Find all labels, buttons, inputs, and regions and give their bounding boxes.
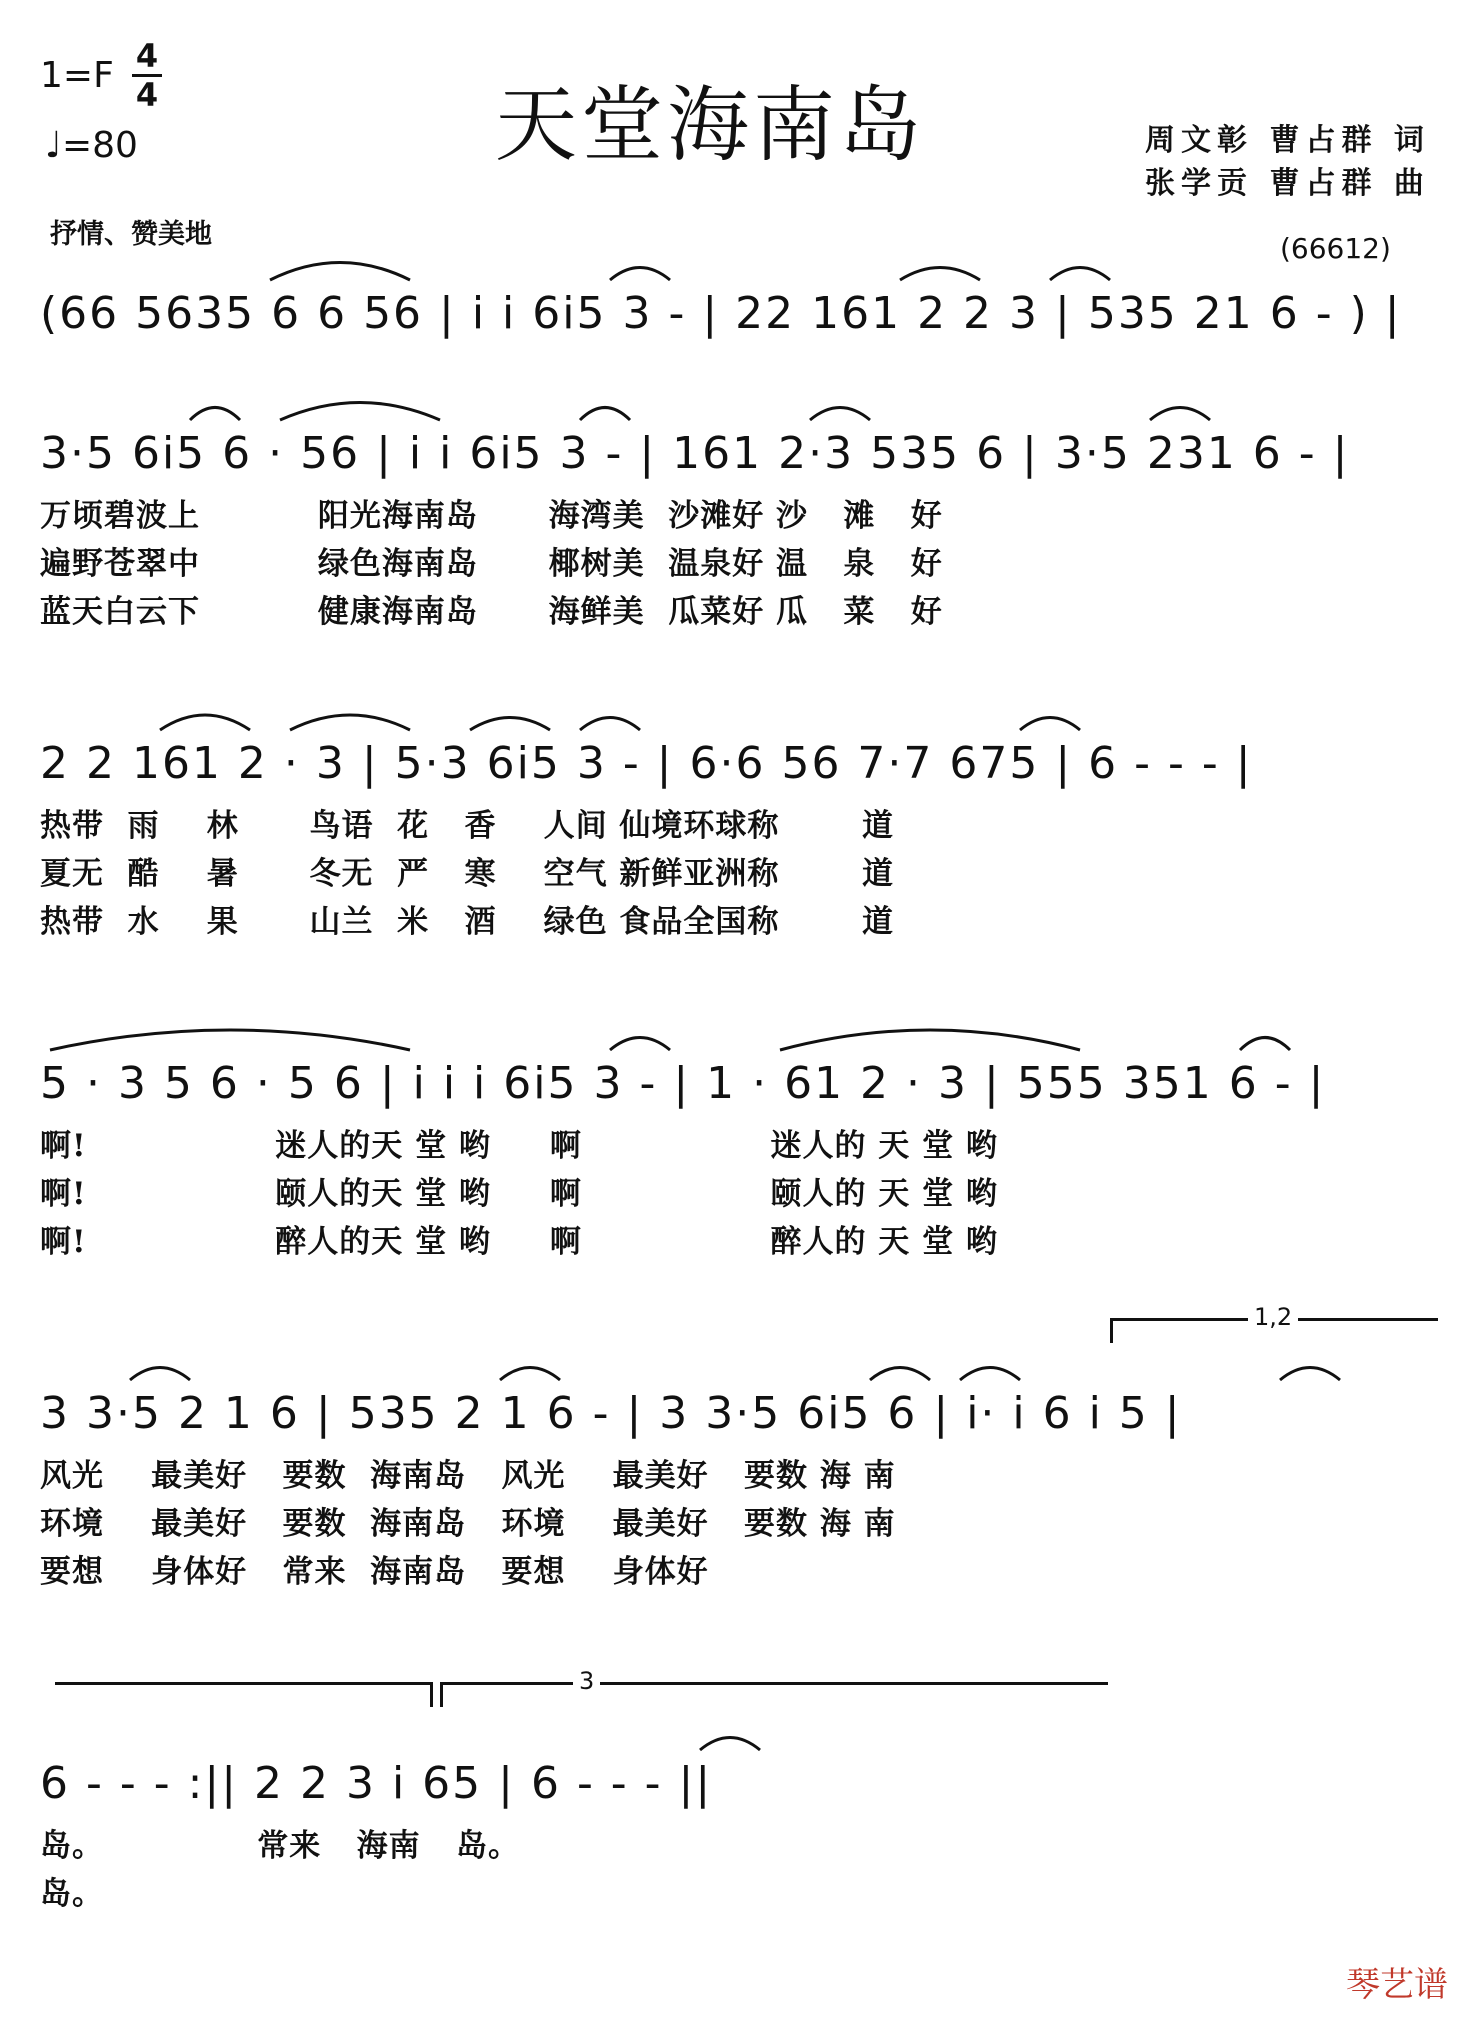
volta-label: 3: [573, 1667, 600, 1695]
volta-bracket-1-2: [1110, 1303, 1438, 1343]
volta-bracket-3: [440, 1667, 1108, 1707]
tempo-marking: ♩=80: [45, 125, 138, 166]
notation-line: 2 2 161 2 · 3 | 5·3 6i5 3 - | 6·6 56 7·7 675 | 6 - - - |: [40, 738, 1253, 789]
lyric-verse-2: 环境 最美好 要数 海南岛 环境 最美好 要数 海 南: [40, 1506, 896, 1542]
score-line-5: [40, 1350, 1440, 1590]
time-denominator: 4: [135, 76, 159, 114]
site-watermark: 琴艺谱: [1346, 1965, 1448, 2005]
slur-marks: [40, 390, 1440, 500]
notation-line: 3·5 6i5 6 · 56 | i i 6i5 3 - | 161 2·3 535 6 | 3·5 231 6 - |: [40, 428, 1350, 479]
slur-marks: [40, 250, 1440, 360]
paren-notes-above: (66612): [1280, 232, 1391, 265]
lyric-verse-2: 夏无 酷 暑 冬无 严 寒 空气 新鲜亚洲称 道: [40, 856, 894, 892]
score-line-6: [40, 1720, 1440, 1912]
lyric-verse-3: 啊! 醉人的天 堂 哟 啊 醉人的 天 堂 哟: [40, 1224, 998, 1260]
notation-line: 3 3·5 2 1 6 | 535 2 1 6 - | 3 3·5 6i5 6 | i· i 6 i 5 |: [40, 1388, 1182, 1439]
notation-line: 5 · 3 5 6 · 5 6 | i i i 6i5 3 - | 1 · 61 2 · 3 | 555 351 6 - |: [40, 1058, 1326, 1109]
lyric-verse-1: 热带 雨 林 鸟语 花 香 人间 仙境环球称 道: [40, 808, 894, 844]
lyric-verse-1: 万顷碧波上 阳光海南岛 海湾美 沙滩好 沙 滩 好: [40, 498, 943, 534]
volta-bracket-end-line: [55, 1682, 433, 1707]
slur-marks: [40, 700, 1440, 810]
lyric-verse-1: 啊! 迷人的天 堂 哟 啊 迷人的 天 堂 哟: [40, 1128, 998, 1164]
key-signature: 1=F: [40, 55, 114, 96]
notation-line: (66 5635 6 6 56 | i i 6i5 3 - | 22 161 2 2 3 | 535 21 6 - ) |: [40, 288, 1402, 339]
lyric-verse-1: 风光 最美好 要数 海南岛 风光 最美好 要数 海 南: [40, 1458, 896, 1494]
lyric-verse-2: 啊! 颐人的天 堂 哟 啊 颐人的 天 堂 哟: [40, 1176, 998, 1212]
lyric-verse-2: 遍野苍翠中 绿色海南岛 椰树美 温泉好 温 泉 好: [40, 546, 943, 582]
time-signature: [132, 37, 162, 114]
notation-line: 6 - - - :|| 2 2 3 i 65 | 6 - - - ||: [40, 1758, 713, 1809]
score-line-2: [40, 390, 1440, 630]
expression-marking: 抒情、赞美地: [50, 219, 212, 250]
slur-marks: [40, 1020, 1440, 1130]
score-line-4: [40, 1020, 1440, 1260]
lyric-verse-3: 蓝天白云下 健康海南岛 海鲜美 瓜菜好 瓜 菜 好: [40, 594, 943, 630]
slur-marks: [40, 1720, 1440, 1830]
composer-credit: 张学贡 曹占群 曲: [1145, 166, 1430, 201]
volta-label: 1,2: [1248, 1303, 1298, 1331]
time-numerator: 4: [135, 37, 159, 75]
page-title: 天堂海南岛: [495, 78, 926, 173]
lyricist-credit: 周文彰 曹占群 词: [1145, 123, 1430, 158]
lyric-verse-3: 热带 水 果 山兰 米 酒 绿色 食品全国称 道: [40, 904, 894, 940]
lyric-verse-2: 岛。: [40, 1876, 104, 1912]
score-line-3: [40, 700, 1440, 940]
lyric-verse-3: 要想 身体好 常来 海南岛 要想 身体好: [40, 1554, 709, 1590]
slur-marks: [40, 1350, 1440, 1460]
lyric-verse-1: 岛。 常来 海南 岛。: [40, 1828, 521, 1864]
